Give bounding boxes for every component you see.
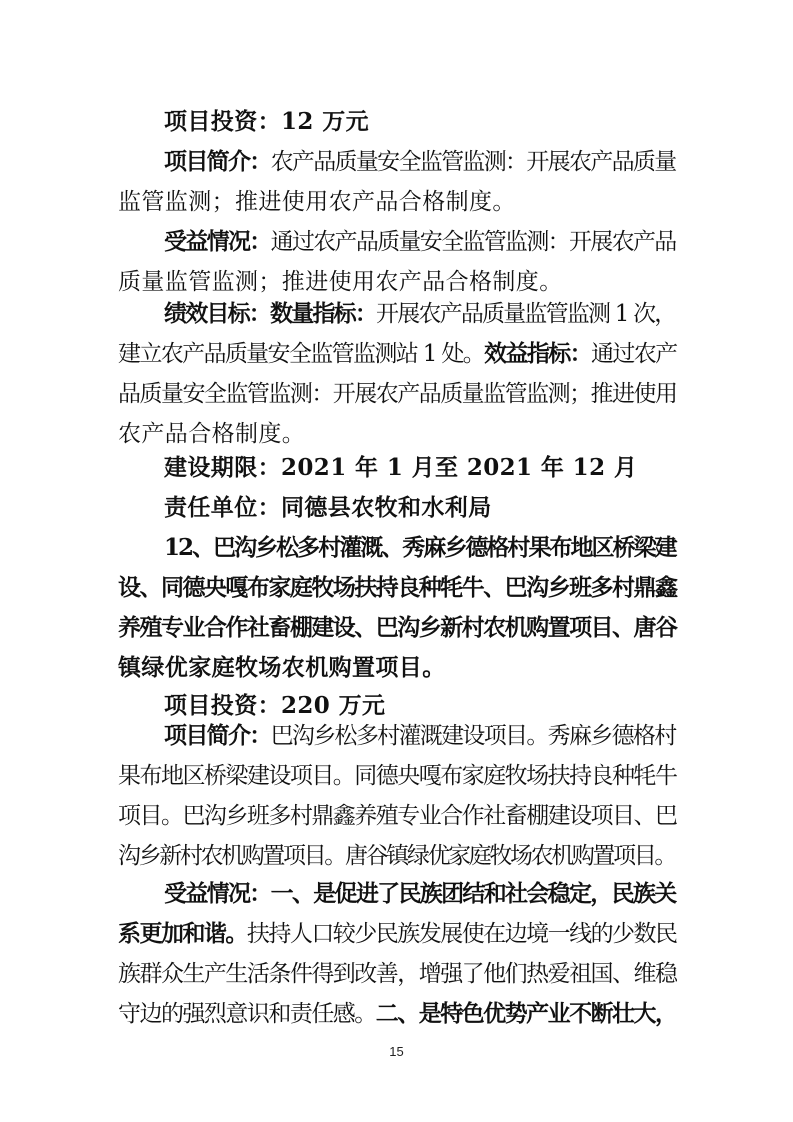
text-line: [164, 690, 678, 722]
bold-text: 二、是特色优势产业不断壮大，: [375, 1000, 677, 1027]
text-line: [118, 612, 678, 644]
text-segment: 通过农产: [590, 341, 677, 367]
text-line: [164, 720, 678, 752]
bold-text: 效益指标：: [484, 340, 591, 367]
bold-text: 项目投资：220 万元: [164, 692, 386, 719]
text-line: [164, 146, 678, 178]
text-line: [118, 266, 678, 298]
page-number: 15: [389, 1044, 404, 1059]
text-line: [118, 800, 678, 832]
text-line: [118, 998, 678, 1030]
bold-text: 12、巴沟乡松多村灌溉、秀麻乡德格村果布地区桥梁建: [164, 534, 676, 561]
text-line: [164, 492, 678, 524]
text-line: [118, 958, 678, 990]
text-line: [118, 652, 678, 684]
bold-text: 12 万元: [281, 108, 370, 135]
bold-text: 受益情况：: [164, 228, 271, 255]
text-segment: 监管监测；推进使用农产品合格制度。: [118, 189, 516, 215]
bold-text: 养殖专业合作社畜棚建设、巴沟乡新村农机购置项目、唐谷: [118, 614, 677, 641]
bold-text: 责任单位：同德县农牧和水利局: [164, 494, 492, 521]
bold-text: 项目投资：: [164, 108, 281, 135]
text-segment: 守边的强烈意识和责任感。: [118, 1001, 376, 1027]
text-line: [164, 226, 678, 258]
text-segment: 项目。巴沟乡班多村鼎鑫养殖专业合作社畜棚建设项目、巴: [118, 803, 677, 829]
text-line: [164, 878, 678, 910]
text-line: [164, 106, 678, 138]
bold-text: 建设期限：2021 年 1 月至 2021 年 12 月: [164, 454, 638, 481]
text-line: [118, 186, 678, 218]
text-line: [118, 572, 678, 604]
bold-text: 项目简介：: [164, 722, 271, 749]
text-segment: 建立农产品质量安全监管监测站 1 处。: [118, 341, 485, 367]
bold-text: 数量指标：: [270, 300, 377, 327]
bold-text: 受益情况：一、是促进了民族团结和社会稳定，民族关: [164, 880, 676, 907]
text-segment: 通过农产品质量安全监管监测：开展农产品: [270, 229, 676, 255]
text-segment: 农产品合格制度。: [118, 421, 306, 447]
text-segment: 沟乡新村农机购置项目。唐谷镇绿优家庭牧场农机购置项目。: [118, 843, 676, 869]
text-segment: 巴沟乡松多村灌溉建设项目。秀麻乡德格村: [270, 723, 676, 749]
text-segment: 族群众生产生活条件得到改善，增强了他们热爱祖国、维稳: [118, 961, 677, 987]
text-line: [118, 760, 678, 792]
text-line: [118, 918, 678, 950]
text-line: [118, 338, 678, 370]
text-segment: 果布地区桥梁建设项目。同德央嘎布家庭牧场扶持良种牦牛: [118, 763, 677, 789]
text-line: [164, 452, 678, 484]
text-segment: 质量监管监测；推进使用农产品合格制度。: [118, 269, 563, 295]
bold-text: 镇绿优家庭牧场农机购置项目。: [118, 654, 446, 681]
text-segment: 品质量安全监管监测：开展农产品质量监管监测；推进使用: [118, 381, 677, 407]
text-line: [164, 532, 678, 564]
text-segment: 农产品质量安全监管监测：开展农产品质量: [270, 149, 676, 175]
text-segment: 开展农产品质量监管监测 1 次，: [376, 301, 676, 327]
bold-text: 系更加和谐。: [118, 920, 247, 947]
text-line: [118, 418, 678, 450]
text-line: [118, 378, 678, 410]
bold-text: 绩效目标：: [164, 300, 271, 327]
text-segment: 扶持人口较少民族发展使在边境一线的少数民: [246, 921, 677, 947]
bold-text: 设、同德央嘎布家庭牧场扶持良种牦牛、巴沟乡班多村鼎鑫: [118, 574, 677, 601]
text-line: [164, 298, 678, 330]
bold-text: 项目简介：: [164, 148, 271, 175]
text-line: [118, 840, 678, 872]
